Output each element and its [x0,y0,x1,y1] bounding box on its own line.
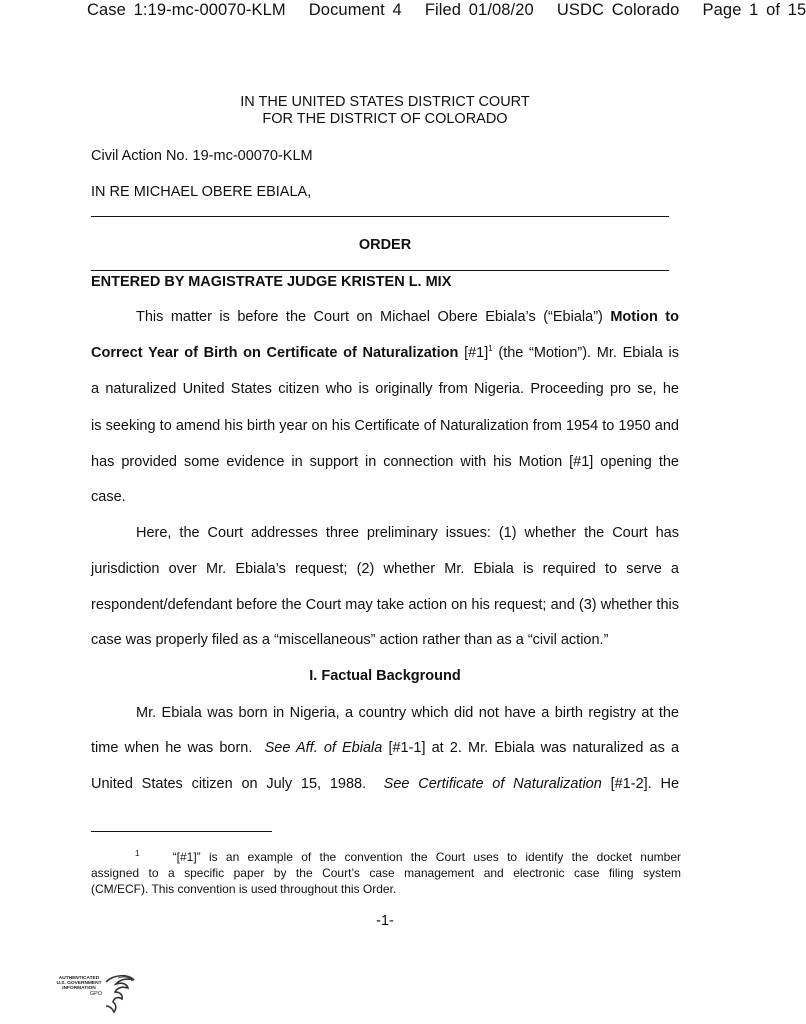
body-text: time when he was born. [91,740,253,756]
footnote-marker: 1 [135,849,140,858]
document-header [87,1,806,20]
citation: See Certificate of Naturalization [383,776,602,792]
body-line: a naturalized United States citizen who is originally from Nigeria. Proceeding pro se, he [91,381,679,397]
court-title [0,94,770,128]
body-text: [#1-1] at 2. Mr. Ebiala was naturalized as a [388,740,680,756]
motion-title: Correct Year of Birth on Certificate of Naturalization [91,345,459,361]
footnote-ref: 1 [488,344,493,354]
footnote-text: “[#1]” is an example of the convention the Court uses to identify the docket number [172,850,681,864]
header-filed-date: Filed 01/08/20 [424,1,534,19]
footnote-line [91,849,681,865]
court-title-line2: FOR THE DISTRICT OF COLORADO [262,111,508,127]
body-line [136,309,679,325]
court-title-line1: IN THE UNITED STATES DISTRICT COURT [240,94,530,110]
page-number: -1- [376,913,394,929]
footnote-line: assigned to a specific paper by the Court’s case management and electronic case filing system [91,866,681,880]
gpo-line: GPO [89,990,103,997]
body-line: is seeking to amend his birth year on his Certificate of Naturalization from 1954 to 1950 and [91,418,679,434]
header-document: Document 4 [308,1,402,19]
footnote-line: (CM/ECF). This convention is used throughout this Order. [91,882,397,896]
body-line [91,345,679,361]
body-text: [#1-2]. He [610,776,680,792]
body-line [91,740,679,756]
docket-ref: [#1] [464,345,489,361]
header-court: USDC Colorado [556,1,680,19]
caption-rule-top [91,216,669,217]
footnote-separator [91,831,272,832]
in-re-caption: IN RE MICHAEL OBERE EBIALA, [91,184,312,200]
body-line: Here, the Court addresses three preliminary issues: (1) whether the Court has [136,525,679,541]
body-line: jurisdiction over Mr. Ebiala’s request; (2) whether Mr. Ebiala is required to serve a [91,561,679,577]
body-text: This matter is before the Court on Michael Obere Ebiala’s (“Ebiala”) [136,309,603,325]
footnote [91,849,681,897]
body-line: case was properly filed as a “miscellaneous” action rather than as a “civil action.” [91,632,609,648]
gpo-line: AUTHENTICATED [58,976,100,981]
gpo-line: INFORMATION [62,986,96,992]
caption-rule-bottom [91,270,669,271]
body-text: (the “Motion”). Mr. Ebiala is [498,345,680,361]
gpo-line: U.S. GOVERNMENT [56,981,102,987]
body-line: Mr. Ebiala was born in Nigeria, a country which did not have a birth registry at the [136,705,679,721]
body-line: respondent/defendant before the Court may take action on his request; and (3) whether this [91,597,679,613]
order-heading: ORDER [358,237,412,253]
motion-title: Motion to [610,309,679,325]
civil-action-number: Civil Action No. 19-mc-00070-KLM [91,148,313,164]
body-text: United States citizen on July 15, 1988. [91,776,367,792]
body-line: case. [91,489,126,505]
eagle-icon [100,972,140,1018]
entered-by-line: ENTERED BY MAGISTRATE JUDGE KRISTEN L. MIX [91,274,452,290]
section-heading: I. Factual Background [309,668,461,684]
header-case-number: Case 1:19-mc-00070-KLM [87,1,286,19]
header-page: Page 1 of 15 [702,1,806,19]
gpo-authentication-logo [44,972,136,1018]
body-line: has provided some evidence in support in connection with his Motion [#1] opening the [91,454,679,470]
citation: See Aff. of Ebiala [264,740,383,756]
body-line [91,776,679,792]
